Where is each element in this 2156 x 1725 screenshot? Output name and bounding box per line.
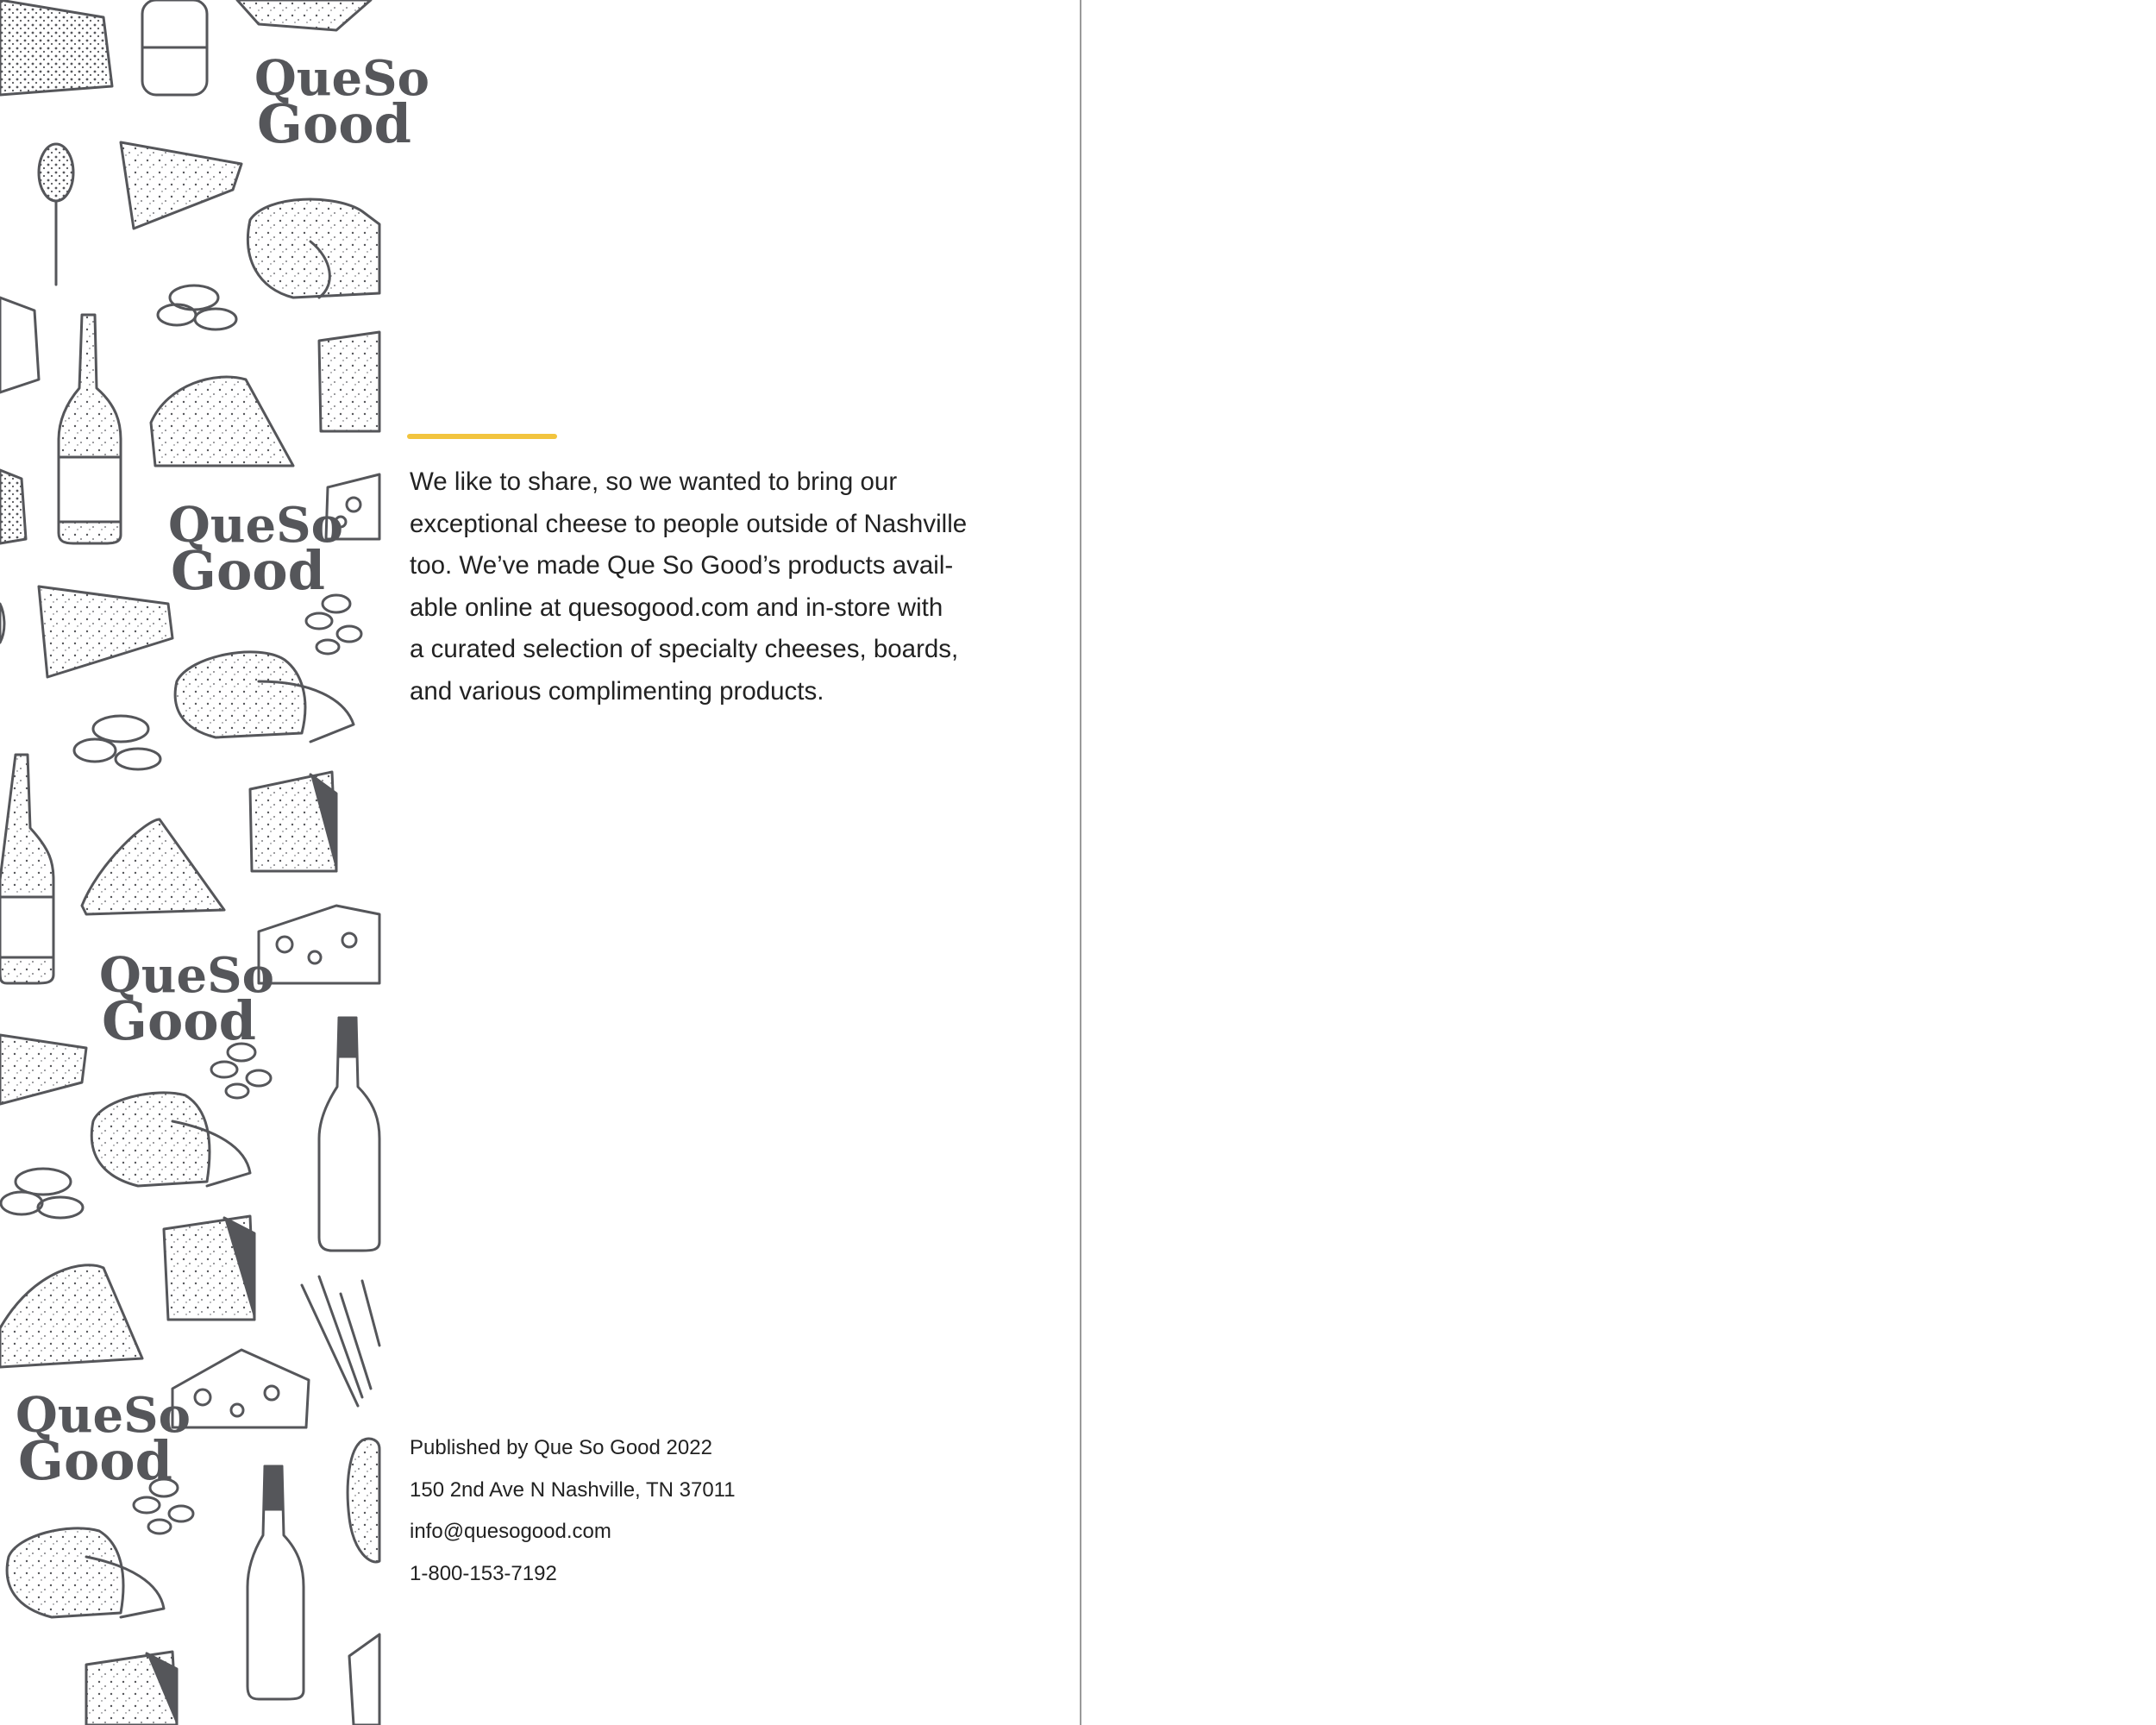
queso-good-logo	[16, 1387, 191, 1492]
logo-line-2: Good	[171, 539, 326, 602]
intro-line: a curated selection of specialty cheeses, boards,	[410, 635, 959, 664]
intro-line: and various complimenting products.	[410, 676, 824, 706]
intro-line: We like to share, so we wanted to bring our	[410, 467, 898, 496]
swiss-cheese-icon	[172, 1350, 309, 1427]
intro-line: exceptional cheese to people outside of Nashville	[410, 509, 968, 538]
cheese-block-icon	[319, 332, 379, 431]
accent-rule	[407, 434, 557, 439]
wine-bottle-icon	[59, 315, 121, 543]
email-link[interactable]: info@quesogood.com	[410, 1520, 611, 1543]
illustration-pattern-strip	[0, 0, 429, 1725]
cheese-wedge-icon	[0, 0, 112, 95]
logo-line-1: QueSo	[16, 1387, 191, 1444]
queso-good-logo	[168, 497, 343, 602]
wine-bottle-icon	[0, 755, 53, 983]
logo-line-2: Good	[257, 92, 412, 155]
cheese-wedge-icon	[39, 586, 172, 677]
cheese-round-icon	[91, 1093, 250, 1186]
cheese-wedge-icon	[349, 1634, 379, 1725]
phone-number: 1-800-153-7192	[410, 1561, 557, 1585]
logo-line-1: QueSo	[99, 947, 274, 1004]
logo-line-1: QueSo	[168, 497, 343, 554]
page-fold-divider	[1080, 0, 1081, 1725]
cheese-wedge-icon	[0, 1035, 86, 1104]
logo-line-2: Good	[102, 989, 257, 1052]
breadstick-icon	[302, 1276, 379, 1406]
intro-paragraph	[410, 461, 996, 713]
cheese-block-icon	[86, 1652, 177, 1725]
nuts-icon	[158, 285, 236, 329]
nuts-icon	[1, 1169, 83, 1218]
cheese-round-icon	[0, 604, 4, 643]
cheese-wedge-icon	[0, 1265, 142, 1367]
cheese-block-icon	[164, 1216, 254, 1320]
cheese-round-icon	[0, 298, 39, 392]
queso-good-logo	[99, 947, 274, 1052]
wine-bottle-icon	[248, 1466, 304, 1699]
swiss-cheese-icon	[259, 906, 379, 983]
wine-bottle-icon	[319, 1018, 379, 1251]
intro-line: able online at quesogood.com and in-store with	[410, 593, 943, 622]
cheese-round-icon	[348, 1439, 379, 1562]
logo-line-1: QueSo	[254, 50, 429, 107]
cheese-round-icon	[7, 1528, 164, 1617]
intro-line: too. We’ve made Que So Good’s products avail-	[410, 551, 954, 580]
published-by: Published by Que So Good 2022	[410, 1436, 712, 1459]
publisher-info	[410, 1427, 962, 1595]
nuts-icon	[74, 716, 160, 769]
cheese-wedge-icon	[0, 470, 26, 543]
address: 150 2nd Ave N Nashville, TN 37011	[410, 1477, 736, 1502]
cheese-wedge-icon	[82, 819, 224, 914]
cheese-wedge-icon	[237, 0, 371, 30]
cheese-round-icon	[248, 199, 379, 298]
pistachio-icon	[306, 595, 361, 654]
cheese-block-icon	[250, 772, 336, 871]
cheese-wedge-icon	[121, 142, 241, 229]
queso-good-logo	[254, 50, 429, 155]
honey-spoon-icon	[39, 144, 73, 285]
logo-line-2: Good	[18, 1429, 173, 1492]
cheese-round-icon	[175, 652, 354, 742]
cheese-wedge-icon	[151, 377, 293, 466]
wine-bottle-icon	[142, 0, 207, 95]
